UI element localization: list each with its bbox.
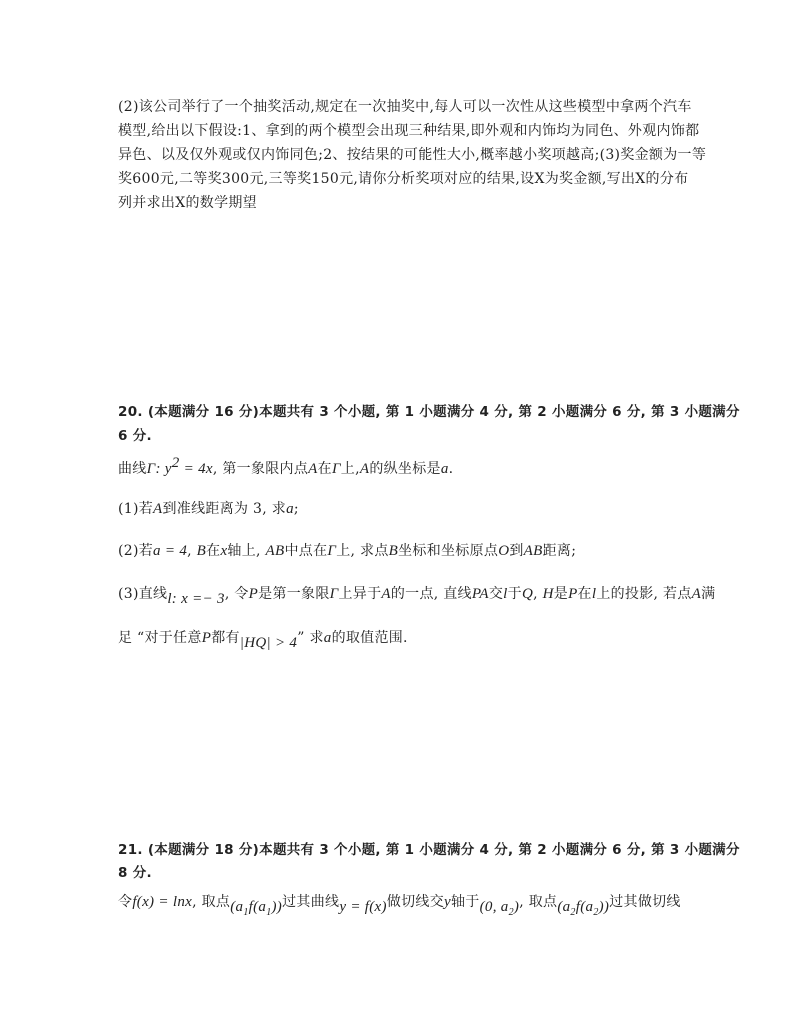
math-subscript: 1 [266,907,272,918]
q20-part-3-line-2 [118,627,408,651]
math-var: AB [523,543,543,559]
math-var: x [185,894,193,910]
q20-part-3-text: , 令 [224,586,249,602]
math-var: A [359,461,370,477]
math-eq: a = 4 [153,543,188,559]
q19-text-line-2: 模型,给出以下假设:1、拿到的两个模型会出现三种结果,即外观和内饰均为同色、外观内饰都 [118,123,700,139]
math-var: A [691,586,702,602]
math-var: x [220,543,228,559]
q21-text: 做切线交 [386,894,445,910]
q20-part-1-text: ; [293,501,299,517]
math-var: B [388,543,399,559]
q20-intro-text: 曲线 [118,461,147,477]
q20-part-3-text: 的取值范围. [331,630,408,646]
math-eq: l: x =− 3 [167,591,225,607]
q20-part-2-text: 到 [509,543,524,559]
math-var: Γ [327,543,337,559]
math-var: l [591,586,597,602]
q20-intro-text: 上, [340,461,360,477]
math-ineq: |HQ| > 4 [239,635,298,651]
q20-part-3-text: 在 [577,586,592,602]
math-token: f(a [575,899,594,915]
math-var: H [542,586,554,602]
math-curve-gamma: Γ: $y^2 = 4x$ [146,455,213,477]
math-point-1 [230,899,283,918]
math-subscript: 2 [508,907,514,918]
math-curve-name: Γ: y [146,461,172,477]
math-token: (a [557,899,571,915]
math-curve: y = f(x) [339,899,387,915]
math-var: A [381,586,391,602]
q20-part-3-text: 交 [488,586,504,602]
q20-part-3-text: 满 [701,586,716,602]
q20-part-2 [118,540,576,560]
q21-text: 过其曲线 [282,894,340,910]
math-var: P [201,630,212,646]
q20-part-2-text: (2)若 [118,543,154,559]
math-var: a [440,461,449,477]
math-subscript: 2 [570,907,576,918]
q20-part-2-text: 坐标和坐标原点 [398,543,499,559]
math-var: Γ [329,586,339,602]
math-subscript: 2 [593,907,599,918]
q19-text-line-5: 列并求出X的数学期望 [118,195,257,211]
q21-intro [118,891,681,918]
q21-text: , 取点 [519,894,558,910]
math-var: Q [521,586,534,602]
math-var: PA [471,586,489,602]
math-var: O [498,543,510,559]
math-var: a [323,630,332,646]
q20-part-3-text: 上异于 [338,586,382,602]
q20-part-3-text: 于 [507,586,522,602]
math-point-3 [557,899,610,918]
q20-part-2-text: 中点在 [284,543,328,559]
math-token: )) [271,899,283,915]
math-function: f(x) = ln [132,894,186,910]
q20-header-line-1: 20. (本题满分 16 分)本题共有 3 个小题, 第 1 小题满分 4 分, 第 2 小题满分 6 分, 第 3 小题满分 [118,404,740,420]
q20-intro-text: 在 [317,461,332,477]
q20-part-2-text: , [187,543,197,559]
q20-part-3-text: ” 求 [297,630,324,646]
q20-part-3-text: 足 “对于任意 [118,630,202,646]
q20-intro [118,455,453,478]
q20-part-3-text: 上的投影, 若点 [596,586,692,602]
q20-part-3-text: , [533,586,543,602]
q19-text-line-4: 奖600元,二等奖300元,三等奖150元,请你分析奖项对应的结果,设X为奖金额,写出X的分布 [118,171,689,187]
q20-part-2-text: 上, 求点 [336,543,389,559]
math-token: (0, a [479,899,509,915]
math-var: P [248,586,259,602]
math-var: a [286,501,294,517]
q20-part-3-text: 都有 [211,630,240,646]
q19-text-line-3: 异色、以及仅外观或仅内饰同色;2、按结果的可能性大小,概率越小奖项越高;(3)奖金额为一等 [118,147,707,163]
math-var: l [503,586,508,602]
math-var: AB [265,543,285,559]
math-token: f(a [248,899,267,915]
math-var: y [444,894,451,910]
q21-text: 令 [118,894,133,910]
q20-part-1-text: (1)若 [118,501,154,517]
q20-intro-text: 的纵坐标是 [369,461,441,477]
q20-part-3-text: 是第一象限 [258,586,330,602]
math-token: )) [598,899,610,915]
math-var: P [568,586,578,602]
q21-text: 轴于 [450,894,480,910]
math-var: A [153,501,163,517]
math-curve-eq: = 4x [179,461,213,477]
q20-intro-text: . [448,461,454,477]
q20-part-2-text: 轴上, [227,543,266,559]
q21-header-line-2: 8 分. [118,865,152,881]
q21-text: 过其做切线 [609,894,681,910]
math-var: B [196,543,207,559]
q20-part-2-text: 在 [206,543,221,559]
math-var: A [308,461,318,477]
q20-intro-text: , 第一象限内点 [212,461,309,477]
math-token: ) [513,899,520,915]
q20-part-1 [118,498,299,518]
math-subscript: 1 [243,907,249,918]
q20-part-3-text: 的一点, 直线 [390,586,472,602]
q20-header-line-2: 6 分. [118,428,152,444]
math-var: Γ [331,461,341,477]
math-token: (a [230,899,244,915]
q20-part-3-text: (3)直线 [118,586,168,602]
q21-text: , 取点 [192,894,231,910]
q20-part-1-text: 到准线距离为 3, 求 [162,501,287,517]
math-point-2 [479,899,520,918]
q20-part-3-text: 是 [553,586,569,602]
q20-part-3-line-1 [118,583,716,607]
q20-part-2-text: 距离; [542,543,577,559]
q21-header-line-1: 21. (本题满分 18 分)本题共有 3 个小题, 第 1 小题满分 4 分, 第 2 小题满分 6 分, 第 3 小题满分 [118,842,740,858]
q19-text-line-1: (2)该公司举行了一个抽奖活动,规定在一次抽奖中,每人可以一次性从这些模型中拿两个汽车 [118,99,692,115]
